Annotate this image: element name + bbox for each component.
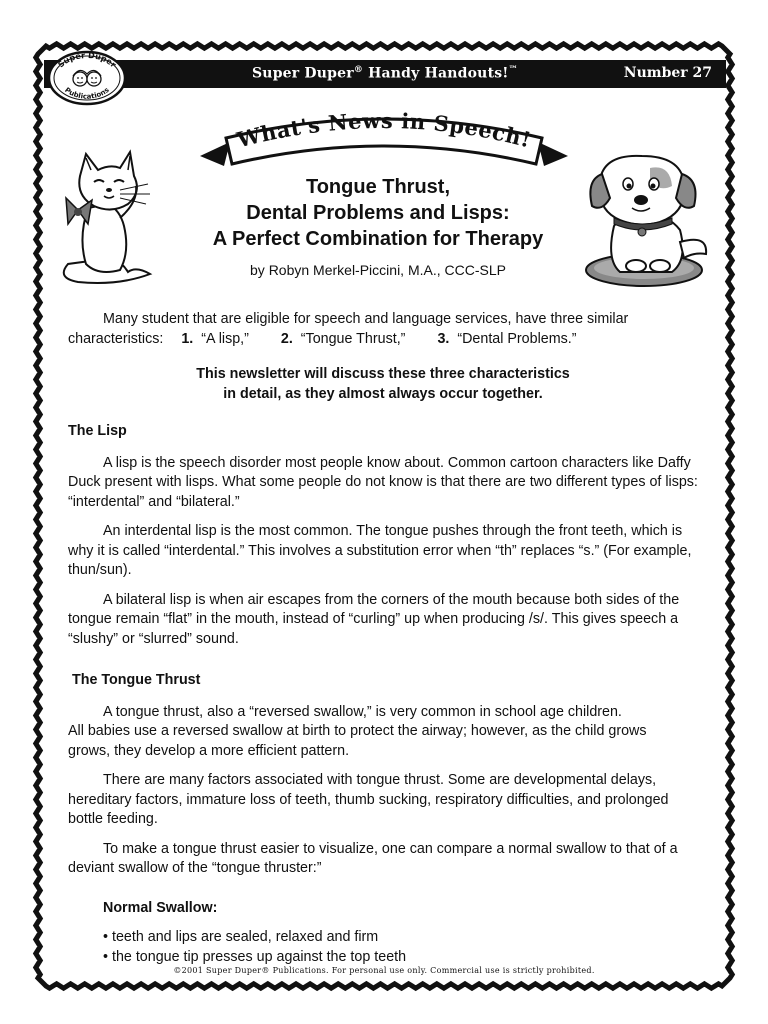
copyright-footer: ©2001 Super Duper® Publications. For personal use only. Commercial use is strictly prohibited. [173, 966, 595, 975]
item-3-text: “Dental Problems.” [457, 330, 577, 347]
tongue-thrust-heading: The Tongue Thrust [72, 672, 201, 688]
header-bar [44, 60, 726, 88]
article-title [168, 174, 588, 252]
byline: by Robyn Merkel-Piccini, M.A., CCC-SLP [250, 262, 506, 278]
whats-news-banner [196, 98, 572, 178]
handout-number: Number 27 [623, 65, 712, 81]
lisp-paragraph-1: A lisp is the speech disorder most people know about. Common cartoon characters like Daffy Duck present with lisps. What some people do not know is that there are two different types of lisps: “interdental” and “bilateral.” [68, 454, 698, 510]
thrust-paragraph-3: To make a tongue thrust easier to visualize, one can compare a normal swallow to that of a deviant swallow of the “tongue thruster:” [68, 840, 678, 876]
logo-bottom-text: Publications [63, 85, 111, 101]
intro-line-2 [68, 330, 698, 350]
article-body [68, 310, 698, 967]
banner-text: What's News in Speech! [234, 107, 534, 153]
title-line-3: A Perfect Combination for Therapy [212, 228, 544, 250]
thrust-p1-line-3: grows, they develop a more efficient pattern. [68, 742, 350, 759]
intro-prefix: characteristics: [68, 330, 164, 347]
lisp-paragraph-3: A bilateral lisp is when air escapes from the corners of the mouth because both sides of the tongue remain “flat” in the mouth, instead of “curling” up when producing /s/. This gives speech a “slushy” or “slurred” sound. [68, 591, 680, 647]
super-duper-logo [46, 50, 128, 106]
item-2-text: “Tongue Thrust,” [300, 330, 406, 347]
list-item: • the tongue tip presses up against the top teeth [103, 948, 407, 965]
lisp-heading: The Lisp [68, 423, 127, 439]
item-3-num: 3. [437, 330, 450, 347]
thrust-p1-line-2: All babies use a reversed swallow at birth to protect the airway; however, as the child grows [68, 723, 647, 739]
item-1-text: “A lisp,” [201, 330, 249, 347]
lisp-paragraph-2: An interdental lisp is the most common. The tongue pushes through the front teeth, which is why it is called “interdental.” This involves a substitution error when “th” replaces “s.” (For example, thun/sun). [68, 523, 692, 578]
title-line-2: Dental Problems and Lisps: [246, 202, 510, 224]
dog-illustration [584, 150, 714, 290]
list-item: • teeth and lips are sealed, relaxed and firm [103, 929, 379, 945]
header-title: Super Duper® Handy Handouts!™ [252, 65, 518, 82]
title-line-1: Tongue Thrust, [305, 176, 451, 198]
thrust-p1-line-1: A tongue thrust, also a “reversed swallow,” is very common in school age children. [103, 703, 622, 720]
callout-line-2: in detail, as they almost always occur together. [223, 385, 543, 402]
callout [68, 365, 698, 404]
callout-line-1: This newsletter will discuss these three characteristics [196, 366, 570, 382]
intro-line-1: Many student that are eligible for speech and language services, have three similar [103, 311, 629, 327]
item-2-num: 2. [280, 330, 293, 347]
cat-illustration [58, 146, 158, 286]
thrust-paragraph-2: There are many factors associated with tongue thrust. Some are developmental delays, hereditary factors, immature loss of teeth, thumb sucking, respiratory difficulties, and prolonged bottle feeding. [68, 772, 669, 827]
normal-swallow-heading: Normal Swallow: [103, 899, 218, 916]
item-1-num: 1. [181, 330, 194, 347]
logo-top-text: Super Duper [56, 50, 118, 70]
